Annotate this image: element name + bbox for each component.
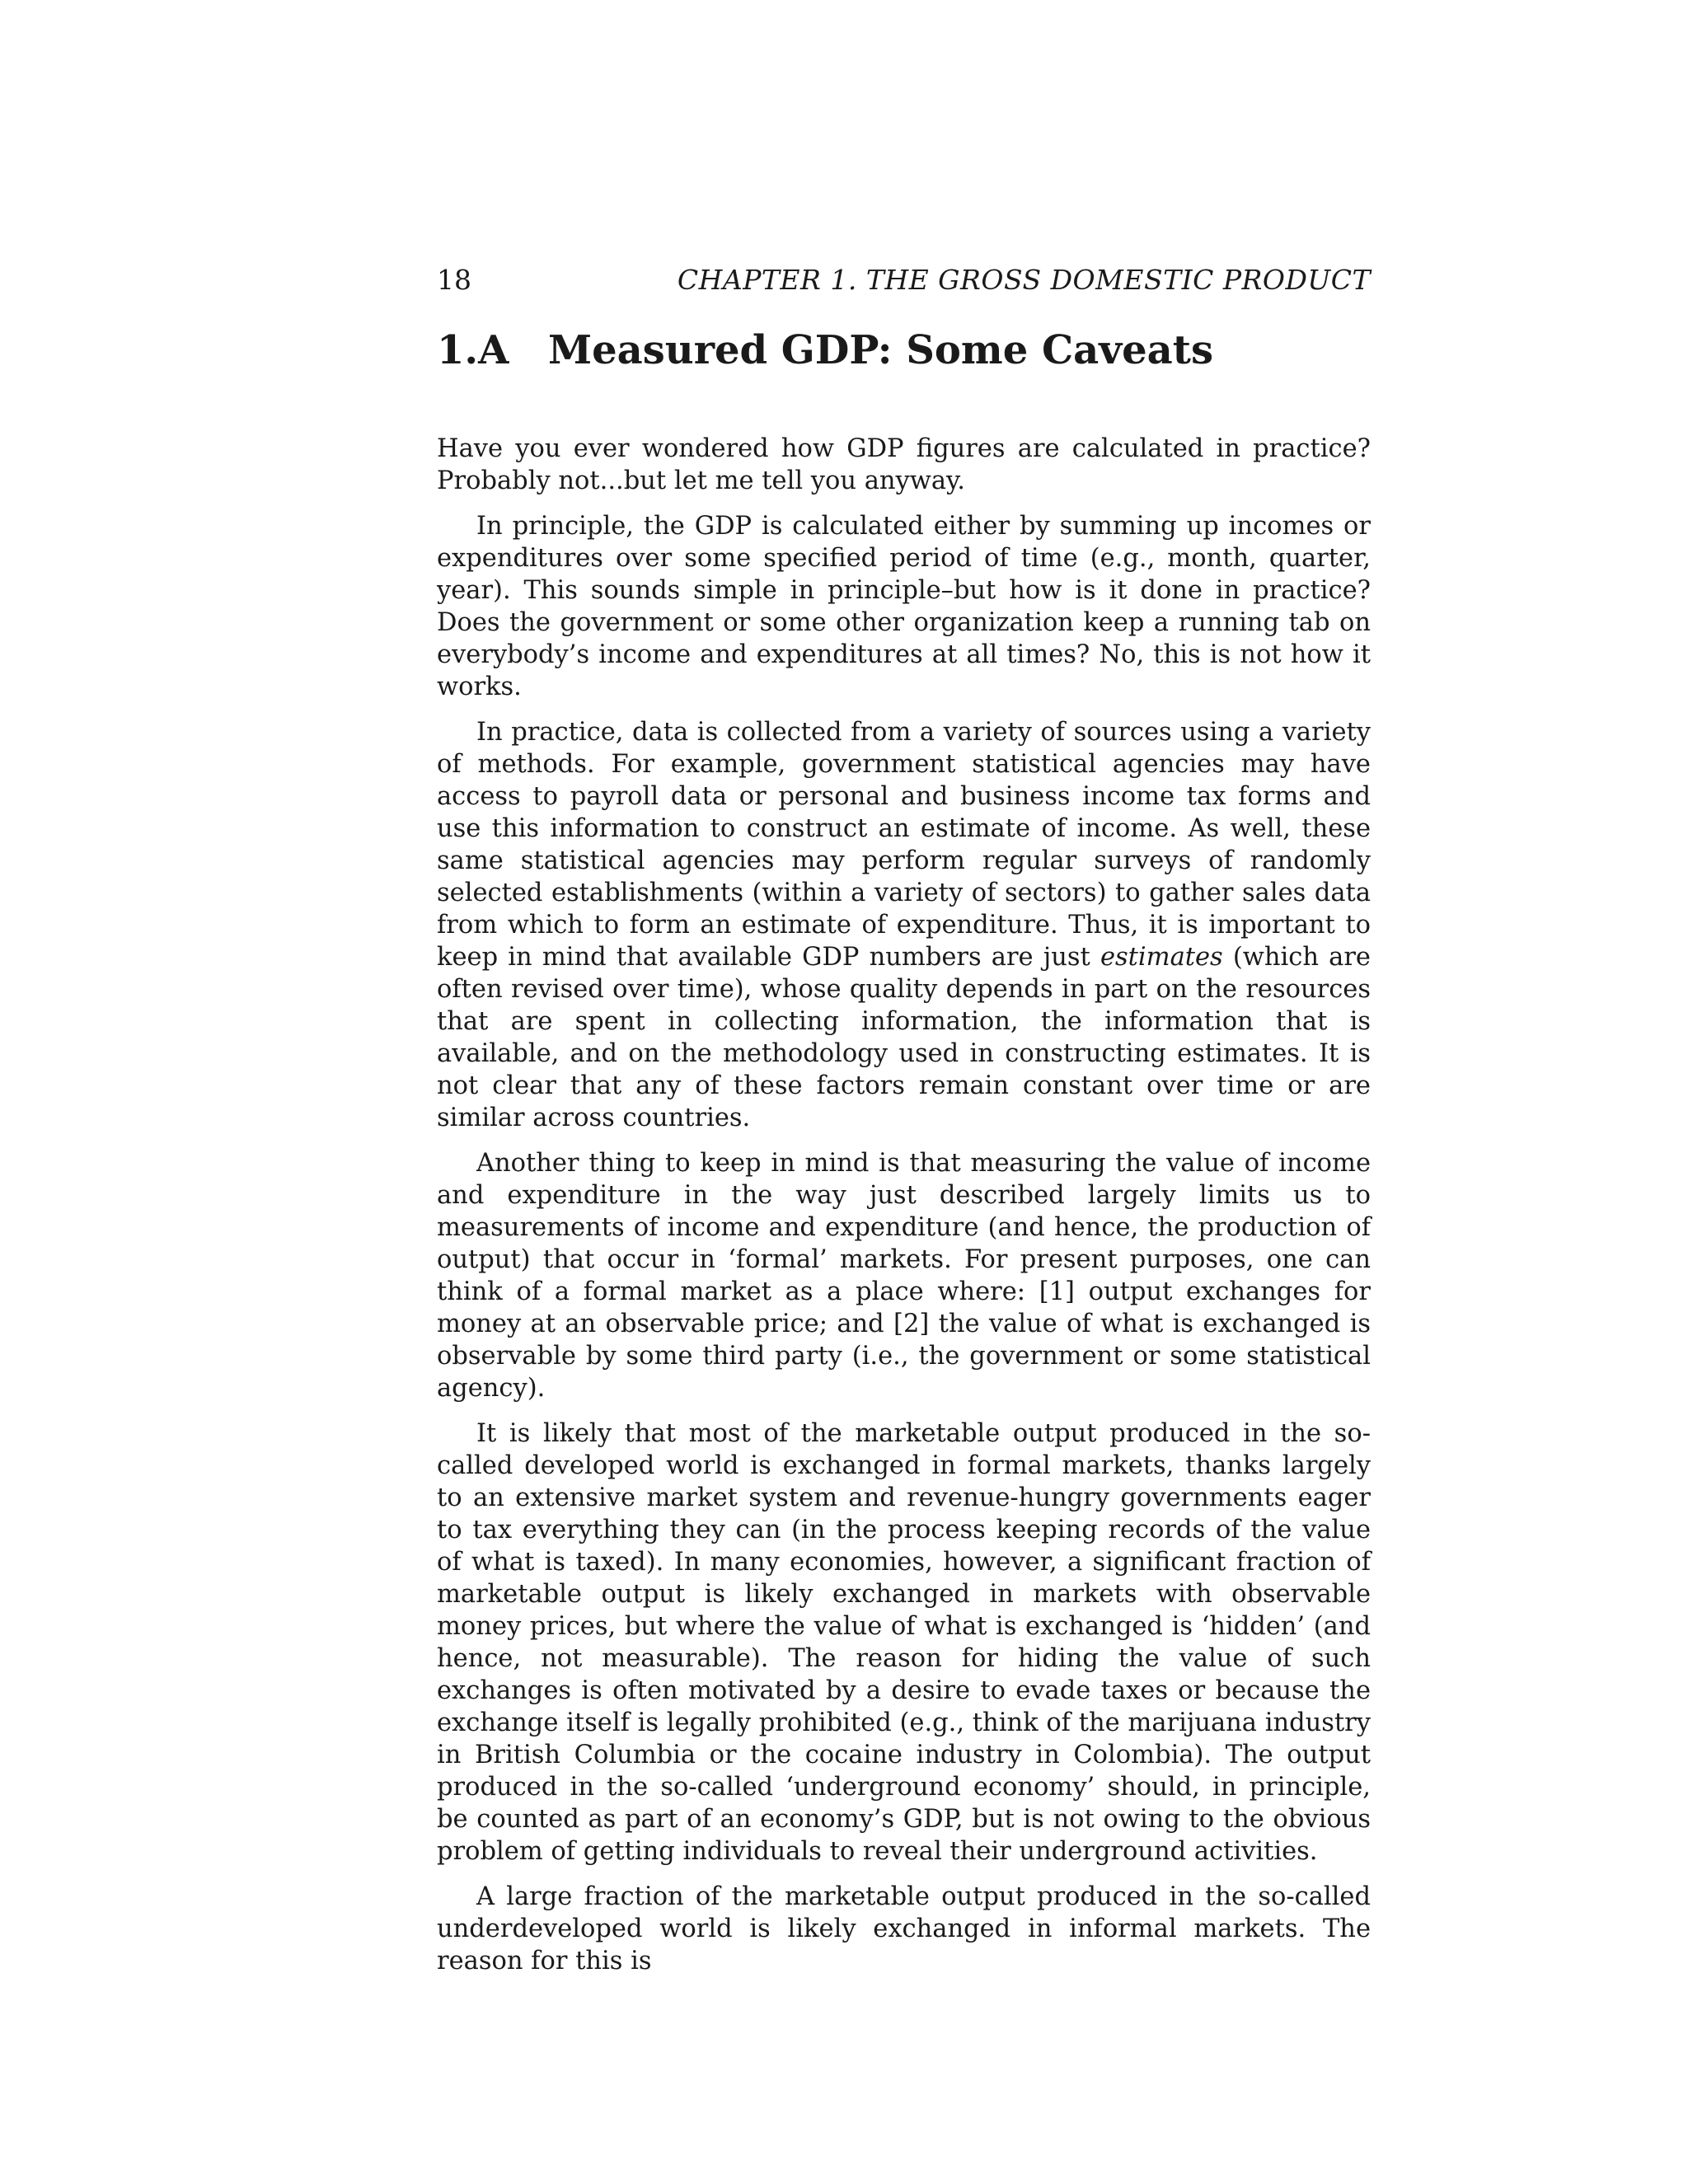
paragraph-text: (which are often revised over time), whose quality depends in part on the resources that are spent in collecting information, the information that is available, and on the methodology used in constructing estimates. It is not clear that any of these factors remain constant over time or are similar across countries. [437,943,1371,1132]
paragraph: Another thing to keep in mind is that measuring the value of income and expenditure in the way just described largely limits us to measurements of income and expenditure (and hence, the production of output) that occur in ‘formal’ markets. For present purposes, one can think of a formal market as a place where: [1] output exchanges for money at an observable price; and [2] the value of what is exchanged is observable by some third party (i.e., the government or some statistical agency). [437,1149,1371,1403]
paragraph: It is likely that most of the marketable output produced in the so-called developed world is exchanged in formal markets, thanks largely to an extensive market system and revenue-hungry governments eager to tax everything they can (in the process keeping records of the value of what is taxed). In many economies, however, a significant fraction of marketable output is likely exchanged in markets with observable money prices, but where the value of what is exchanged is ‘hidden’ (and hence, not measurable). The reason for hiding the value of such exchanges is often motivated by a desire to evade taxes or because the exchange itself is legally prohibited (e.g., think of the marijuana industry in British Columbia or the cocaine industry in Colombia). The output produced in the so-called ‘underground economy’ should, in principle, be counted as part of an economy’s GDP, but is not owing to the obvious problem of getting individuals to reveal their underground activities. [437,1419,1371,1866]
paragraph: In principle, the GDP is calculated either by summing up incomes or expenditures over some specified period of time (e.g., month, quarter, year). This sounds simple in principle–but how is it done in practice? Does the government or some other organization keep a running tab on everybody’s income and expenditures at all times? No, this is not how it works. [437,512,1371,701]
emphasized-text: estimates [1100,943,1223,972]
paragraph: Have you ever wondered how GDP figures are calculated in practice? Probably not...but let me tell you anyway. [437,434,1371,495]
running-header [437,262,1371,298]
paragraph-text: In practice, data is collected from a variety of sources using a variety of methods. For example, government statistical agencies may have access to payroll data or personal and business income tax forms and use this information to construct an estimate of income. As well, these same statistical agencies may perform regular surveys of randomly selected establishments (within a variety of sectors) to gather sales data from which to form an estimate of expenditure. Thus, it is important to keep in mind that available GDP numbers are just [437,718,1371,972]
paragraph: A large fraction of the marketable output produced in the so-called underdeveloped world is likely exchanged in informal markets. The reason for this is [437,1882,1371,1975]
section-title: Measured GDP: Some Caveats [548,327,1213,373]
section-number: 1.A [437,327,509,373]
paragraph [437,716,1371,1134]
body-text [437,433,1371,1990]
page-number: 18 [437,264,471,296]
section-heading [437,323,1371,377]
chapter-title: CHAPTER 1. THE GROSS DOMESTIC PRODUCT [677,264,1371,296]
